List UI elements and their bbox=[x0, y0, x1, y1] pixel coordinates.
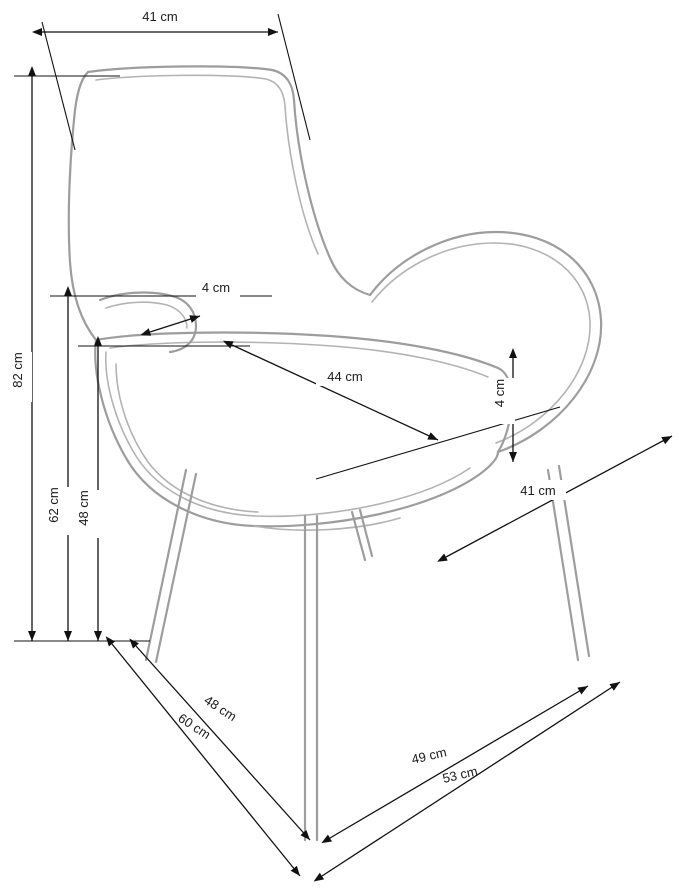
dimension-label-seat-depth-diagonal: 44 cm bbox=[327, 369, 363, 384]
dimension-label-seat-height: 48 cm bbox=[76, 490, 91, 526]
dimension-labels bbox=[10, 6, 566, 786]
dimension-lines bbox=[14, 14, 672, 876]
dimension-label-base-depth-60: 60 cm bbox=[175, 710, 214, 743]
dimension-label-seat-width: 41 cm bbox=[520, 483, 556, 498]
dimension-label-armrest-thickness: 4 cm bbox=[201, 280, 231, 295]
dimension-label-armrest-height: 62 cm bbox=[46, 487, 61, 523]
dimension-label-total-height: 82 cm bbox=[10, 352, 25, 388]
dimension-label-base-depth-48: 48 cm bbox=[201, 692, 240, 725]
dimension-label-backrest-width: 41 cm bbox=[142, 9, 178, 24]
chair-illustration bbox=[69, 66, 601, 840]
dimension-label-base-width-49: 49 cm bbox=[410, 744, 448, 767]
dimension-label-base-width-53: 53 cm bbox=[441, 763, 479, 786]
dimension-label-seat-cushion-height: 4 cm bbox=[492, 378, 507, 408]
